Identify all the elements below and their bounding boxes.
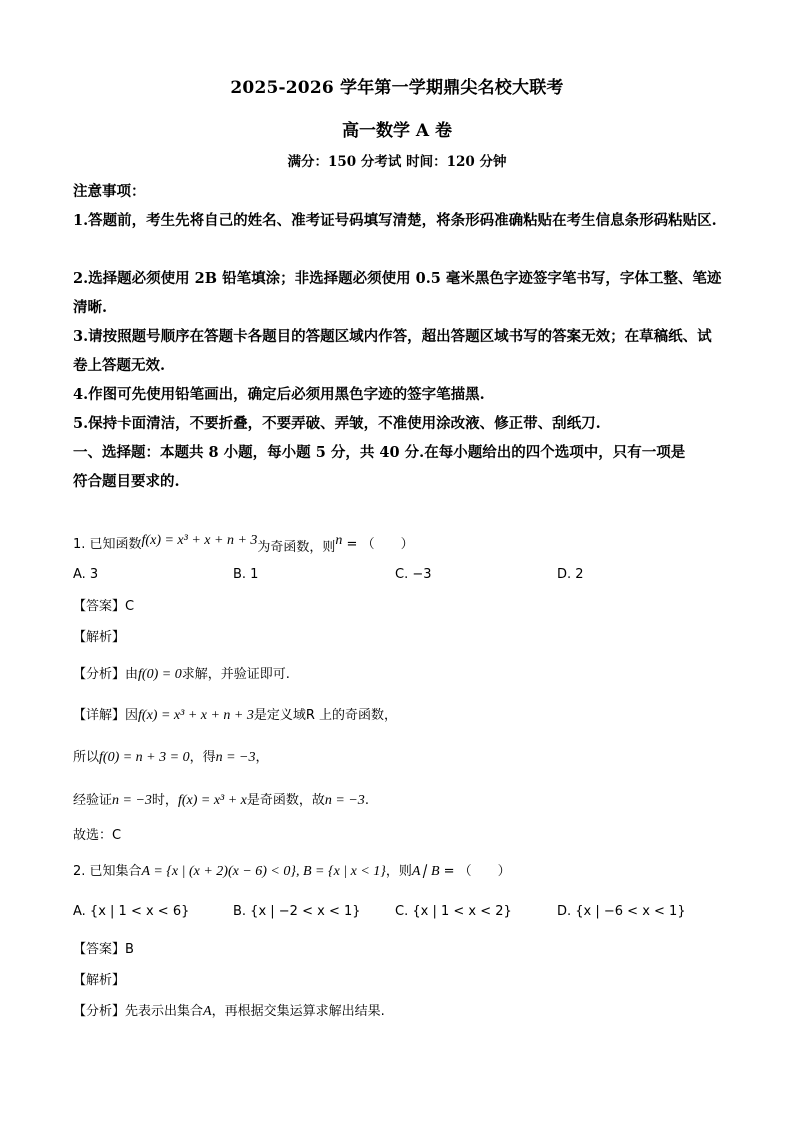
q1-option-a: A. 3 — [73, 567, 99, 582]
q1-answer-label: 【答案】 — [73, 599, 126, 614]
note-item-1: 1.答题前，考生先将自己的姓名、准考证号码填写清楚，将条形码准确粘贴在考生信息条形码粘贴区. — [73, 212, 717, 229]
q1-option-d: D. 2 — [557, 567, 584, 582]
q2-fenxi-post: ，再根据交集运算求解出结果. — [211, 1004, 385, 1019]
q1-analysis-label: 【解析】 — [73, 630, 126, 645]
q2-option-b: B. {x | −2 < x < 1} — [233, 904, 361, 919]
exam-info: 满分：150 分考试 时间：120 分钟 — [287, 154, 507, 170]
q1-verify-pre: 经验证 — [73, 793, 113, 808]
q1-fenxi-post: 求解，并验证即可. — [181, 667, 290, 682]
q1-function: f(x) = x³ + x + n + 3 — [141, 533, 258, 548]
exam-subtitle: 高一数学 A 卷 — [341, 121, 453, 141]
q2-expr: A∣ B — [411, 864, 440, 879]
question-1-stem — [73, 533, 414, 555]
q1-answer-value: C — [125, 599, 135, 614]
q2-prefix: 2. 已知集合 — [73, 864, 142, 879]
q2-answer-value: B — [125, 942, 134, 957]
q2-fenxi — [73, 1003, 385, 1021]
q1-so-end: ， — [255, 750, 269, 765]
q2-tail: = （ ） — [439, 864, 511, 879]
question-2-stem — [73, 863, 511, 881]
q1-prefix: 1. 已知函数 — [73, 537, 142, 552]
q1-choose: 故选：C — [73, 828, 122, 843]
q1-option-c: C. −3 — [395, 567, 432, 582]
q1-verify-math2: f(x) = x³ + x — [177, 793, 247, 808]
q1-so-math2: n = −3 — [215, 750, 256, 765]
note-item-3: 3.请按照题号顺序在答题卡各题目的答题区域内作答，超出答题区域书写的答案无效；在草稿纸、试卷上答题无效. — [73, 328, 712, 374]
q2-answer-label: 【答案】 — [73, 942, 126, 957]
q1-so-pre: 所以 — [73, 750, 100, 765]
q2-option-d: D. {x | −6 < x < 1} — [557, 904, 686, 919]
q1-solution-line-3 — [73, 792, 369, 810]
q1-verify-mid2: 是奇函数，故 — [246, 793, 325, 808]
exam-title: 2025-2026 学年第一学期鼎尖名校大联考 — [230, 78, 564, 98]
q1-xiangjie — [73, 707, 397, 725]
q2-answer — [73, 941, 134, 959]
q1-fenxi-pre: 由 — [125, 667, 139, 682]
q1-fenxi-label: 【分析】 — [73, 667, 126, 682]
q2-middle: ，则 — [385, 864, 412, 879]
q2-fenxi-pre: 先表示出集合 — [125, 1004, 204, 1019]
q1-xiangjie-math: f(x) = x³ + x + n + 3 — [138, 708, 254, 723]
note-item-5: 5.保持卡面清洁，不要折叠，不要弄破、弄皱，不准使用涂改液、修正带、刮纸刀. — [73, 415, 601, 432]
note-item-2: 2.选择题必须使用 2B 铅笔填涂；非选择题必须使用 0.5 毫米黑色字迹签字笔书写，字体工整、笔迹清晰. — [73, 270, 722, 316]
q1-fenxi-math: f(0) = 0 — [138, 667, 182, 682]
q1-option-b: B. 1 — [233, 567, 259, 582]
q1-verify-math1: n = −3 — [112, 793, 152, 808]
q2-sets: A = {x | (x + 2)(x − 6) < 0}, B = {x | x < 1} — [141, 864, 386, 879]
q1-xiangjie-post: 是定义域R 上的奇函数， — [253, 708, 398, 723]
q2-option-c: C. {x | 1 < x < 2} — [395, 904, 512, 919]
q1-verify-math3: n = −3 — [324, 793, 365, 808]
q2-option-a: A. {x | 1 < x < 6} — [73, 904, 190, 919]
q1-so-math1: f(0) = n + 3 = 0 — [99, 750, 190, 765]
q1-solution-line-2 — [73, 749, 269, 767]
q1-verify-mid1: 时， — [151, 793, 178, 808]
q2-fenxi-var: A — [203, 1004, 212, 1019]
q1-fenxi — [73, 666, 290, 684]
notes-heading: 注意事项： — [73, 183, 146, 200]
q1-so-mid: ，得 — [189, 750, 216, 765]
section-heading-line2: 符合题目要求的. — [73, 473, 180, 490]
q2-fenxi-label: 【分析】 — [73, 1004, 126, 1019]
q1-tail: = （ ） — [342, 537, 414, 552]
q1-xiangjie-pre: 因 — [125, 708, 139, 723]
q1-xiangjie-label: 【详解】 — [73, 708, 126, 723]
q1-verify-end: . — [364, 793, 369, 808]
q1-var: n — [335, 533, 343, 548]
q1-answer — [73, 598, 134, 616]
q1-middle: 为奇函数，则 — [257, 540, 336, 555]
section-heading-line1: 一、选择题：本题共 8 小题，每小题 5 分，共 40 分.在每小题给出的四个选项中，只有一项是 — [73, 444, 686, 461]
q2-analysis-label: 【解析】 — [73, 973, 126, 988]
note-item-4: 4.作图可先使用铅笔画出，确定后必须用黑色字迹的签字笔描黑. — [73, 386, 485, 403]
